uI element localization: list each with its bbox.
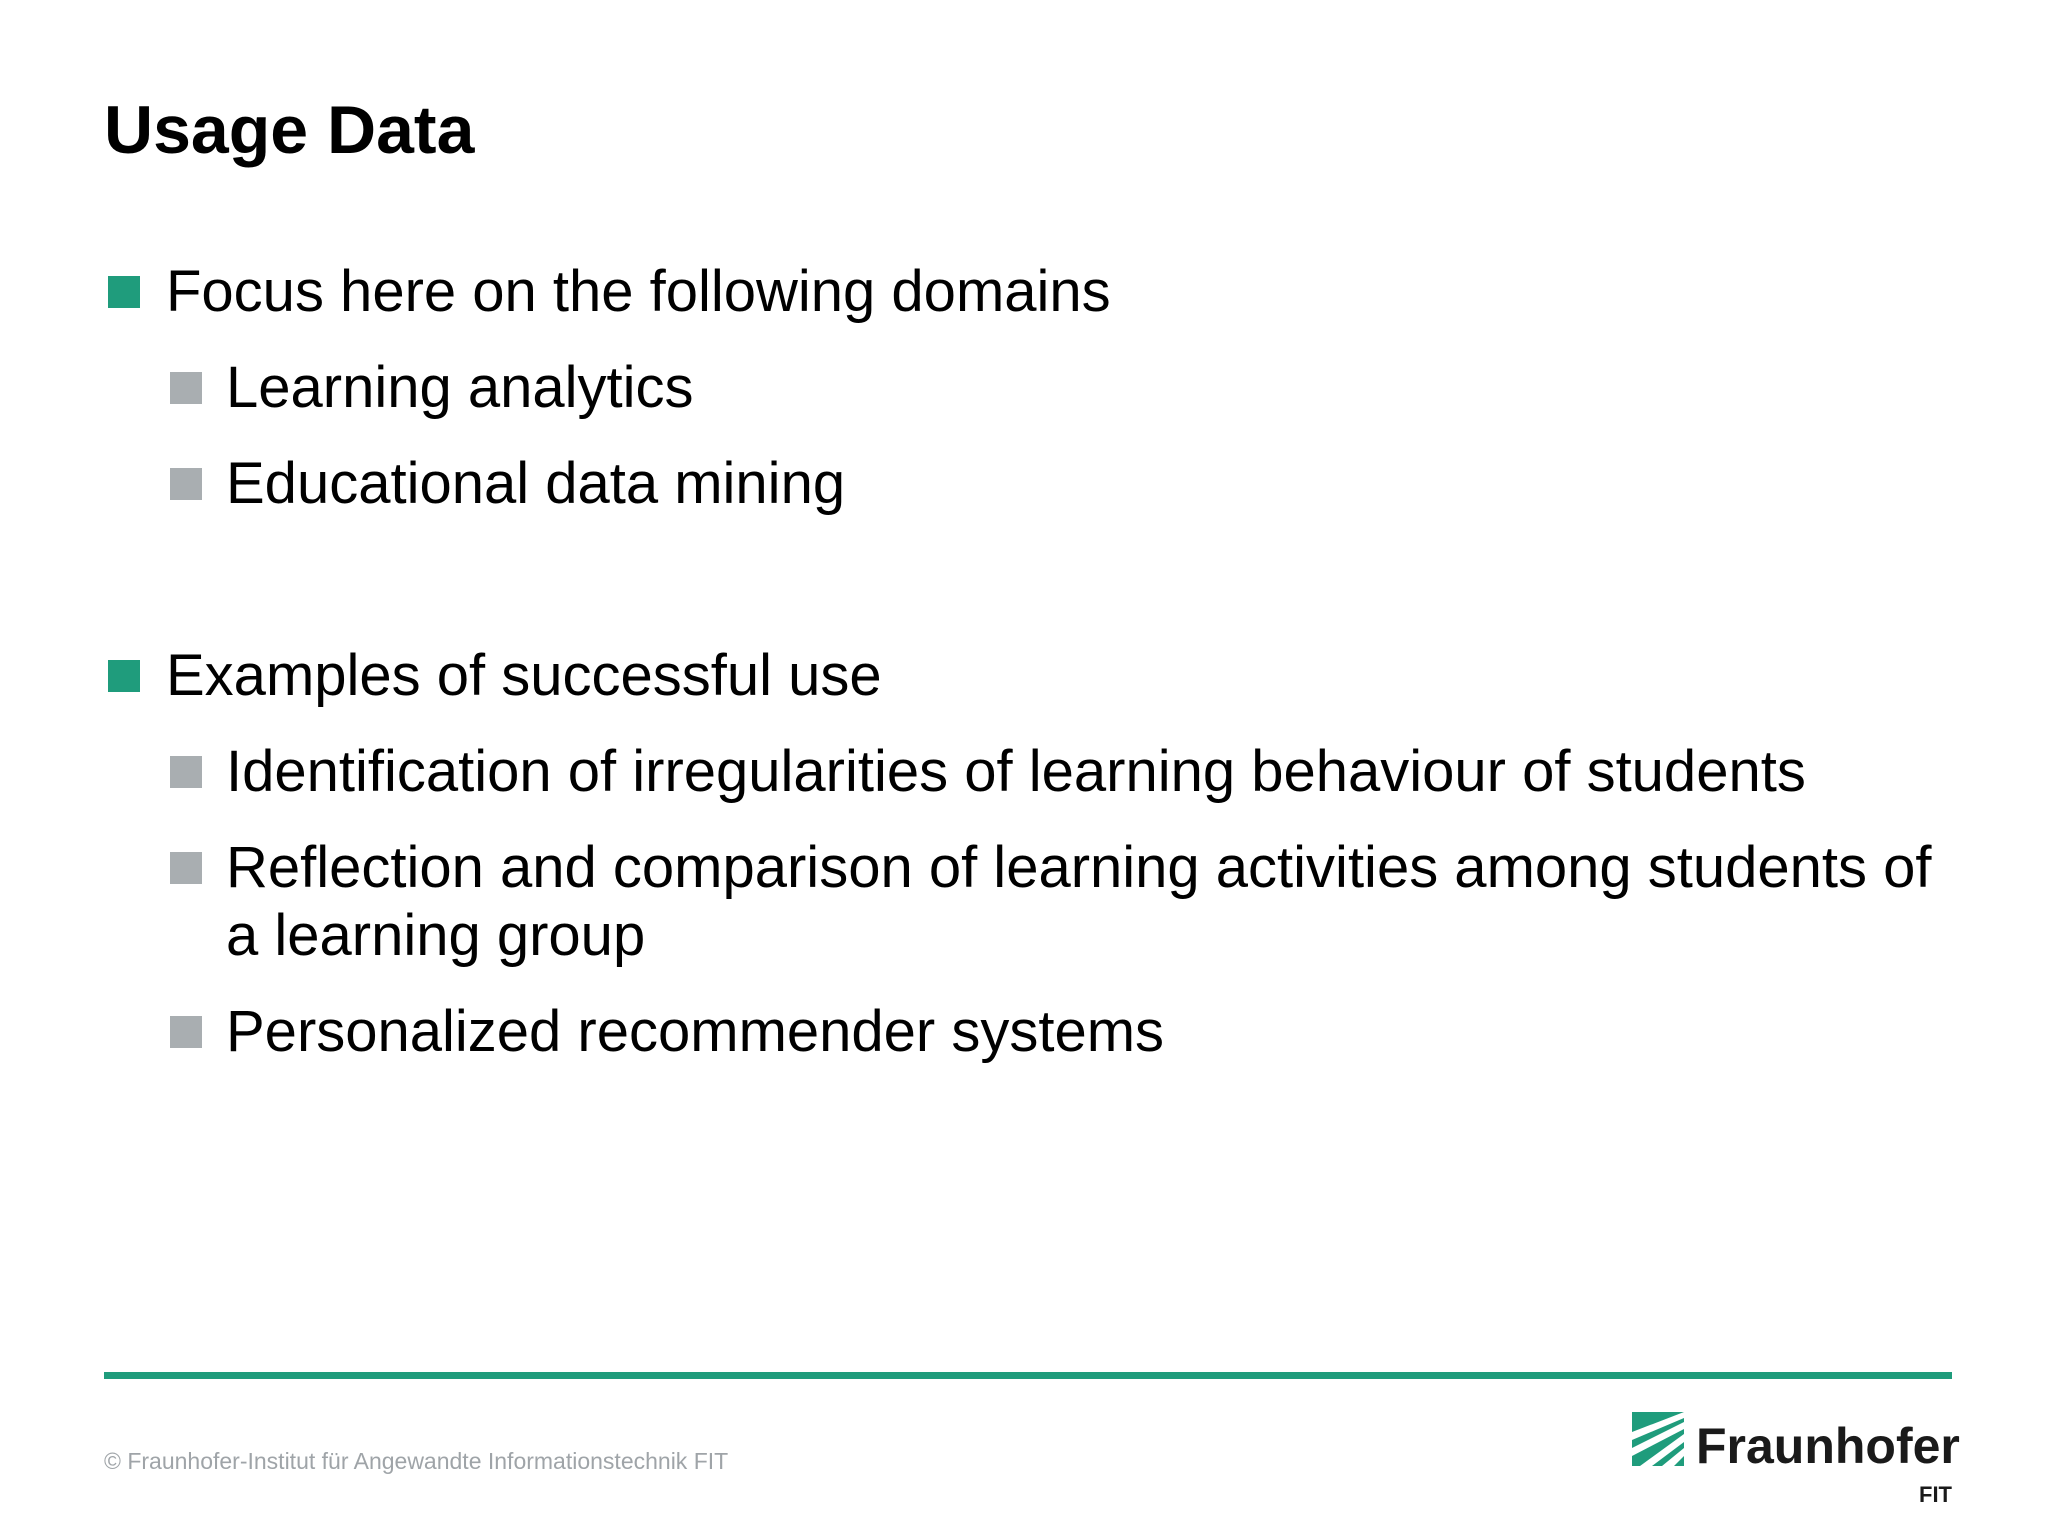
bullet-text: Identification of irregularities of learning behaviour of students — [226, 739, 1806, 804]
footer-copyright: © Fraunhofer-Institut für Angewandte Informationstechnik FIT — [104, 1448, 729, 1474]
square-bullet-marker — [170, 1016, 202, 1048]
bullet-item-level2 — [226, 738, 1966, 806]
fraunhofer-logo — [1632, 1412, 1960, 1512]
square-bullet-marker — [170, 756, 202, 788]
bullet-item-level1 — [166, 258, 1966, 326]
bullet-text: Reflection and comparison of learning activities among students of a learning group — [226, 835, 1932, 968]
bullet-item-level2 — [226, 450, 1966, 518]
logo-wordmark: Fraunhofer — [1696, 1418, 1960, 1474]
square-bullet-marker — [170, 372, 202, 404]
fraunhofer-logo-icon — [1632, 1412, 1684, 1466]
bullet-text: Learning analytics — [226, 355, 694, 420]
square-bullet-marker — [170, 468, 202, 500]
bullet-text: Examples of successful use — [166, 643, 882, 708]
square-bullet-marker — [108, 276, 140, 308]
bullet-item-level2 — [226, 998, 1966, 1066]
square-bullet-marker — [170, 852, 202, 884]
footer-divider — [104, 1372, 1952, 1379]
bullet-text: Personalized recommender systems — [226, 999, 1165, 1064]
bullet-item-level2 — [226, 354, 1966, 422]
bullet-item-level1 — [166, 642, 1966, 710]
bullet-item-level2 — [226, 834, 1966, 970]
bullet-text: Focus here on the following domains — [166, 259, 1111, 324]
slide-title: Usage Data — [104, 92, 475, 168]
square-bullet-marker — [108, 660, 140, 692]
bullet-text: Educational data mining — [226, 451, 846, 516]
logo-subtitle: FIT — [1919, 1482, 1952, 1507]
